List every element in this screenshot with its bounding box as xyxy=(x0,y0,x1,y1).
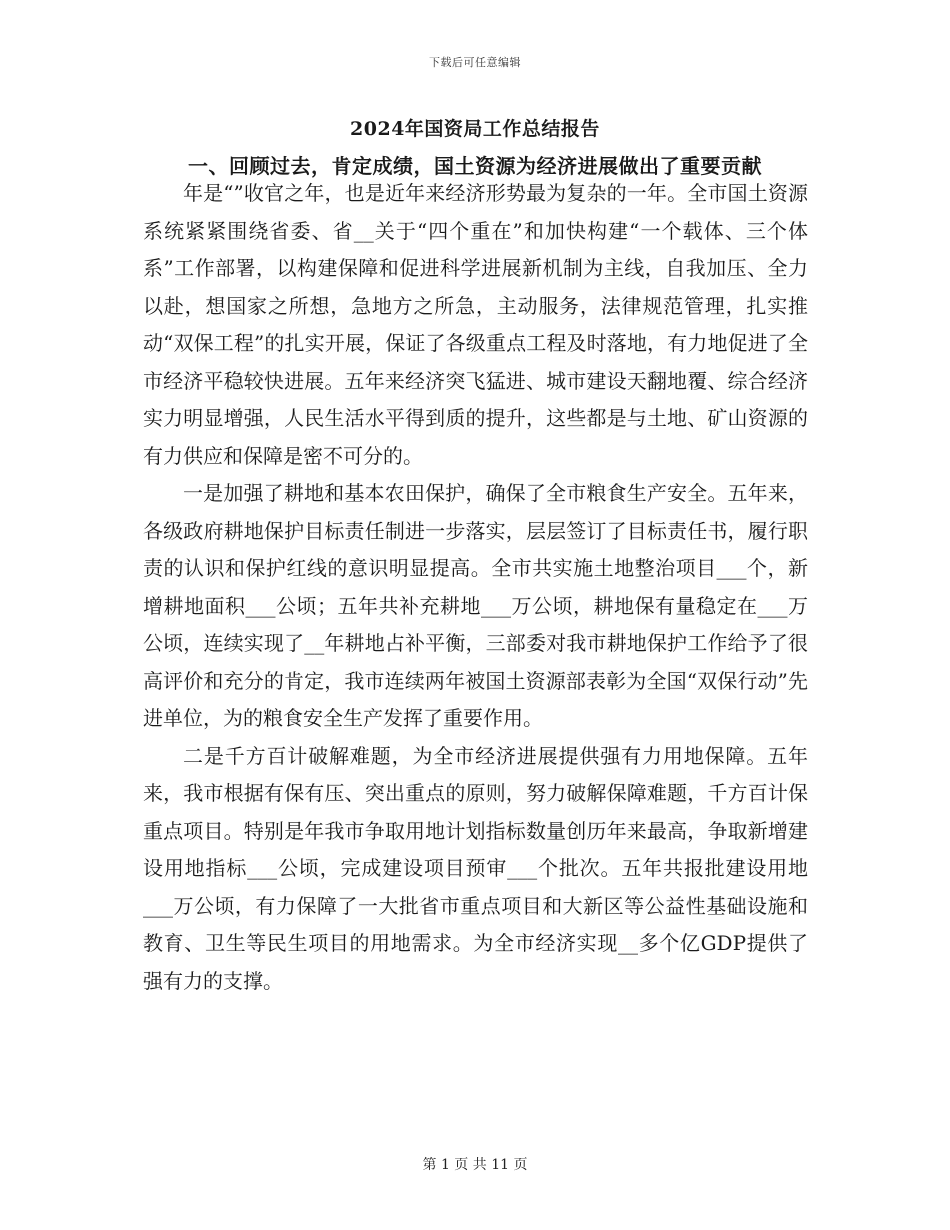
header-note: 下载后可任意编辑 xyxy=(429,56,521,69)
section-heading: 一、回顾过去，肯定成绩，国土资源为经济进展做出了重要贡献 xyxy=(188,154,762,178)
paragraph-1: 年是“”收官之年，也是近年来经济形势最为复杂的一年。全市国土资源系统紧紧围绕省委、省__关于“四个重在”和加快构建“一个载体、三个体系”工作部署，以构建保障和促进科学进展新机制为主线，自我加压、全力以赴，想国家之所想，急地方之所急，主动服务，法律规范管理，扎实推动“双保工程”的扎实开展，保证了各级重点工程及时落地，有力地促进了全市经济平稳较快进展。五年来经济突飞猛进、城市建设天翻地覆、综合经济实力明显增强，人民生活水平得到质的提升，这些都是与土地、矿山资源的有力供应和保障是密不可分的。 xyxy=(143,181,808,468)
document-body xyxy=(143,175,808,1000)
paragraph-3: 二是千方百计破解难题，为全市经济进展提供强有力用地保障。五年来，我市根据有保有压、突出重点的原则，努力破解保障难题，千方百计保重点项目。特别是年我市争取用地计划指标数量创历年来最高，争取新增建设用地指标___公顷，完成建设项目预审___个批次。五年共报批建设用地___万公顷，有力保障了一大批省市重点项目和大新区等公益性基础设施和教育、卫生等民生项目的用地需求。为全市经济实现__多个亿GDP提供了强有力的支撑。 xyxy=(143,743,808,993)
page-number: 第 1 页 共 11 页 xyxy=(422,1157,528,1173)
paragraph-2: 一是加强了耕地和基本农田保护，确保了全市粮食生产安全。五年来，各级政府耕地保护目标责任制进一步落实，层层签订了目标责任书，履行职责的认识和保护红线的意识明显提高。全市共实施土地整治项目___个，新增耕地面积___公顷；五年共补充耕地___万公顷，耕地保有量稳定在___万公顷，连续实现了__年耕地占补平衡，三部委对我市耕地保护工作给予了很高评价和充分的肯定，我市连续两年被国土资源部表彰为全国“双保行动”先进单位，为的粮食安全生产发挥了重要作用。 xyxy=(143,481,808,730)
document-title: 2024年国资局工作总结报告 xyxy=(350,118,600,140)
